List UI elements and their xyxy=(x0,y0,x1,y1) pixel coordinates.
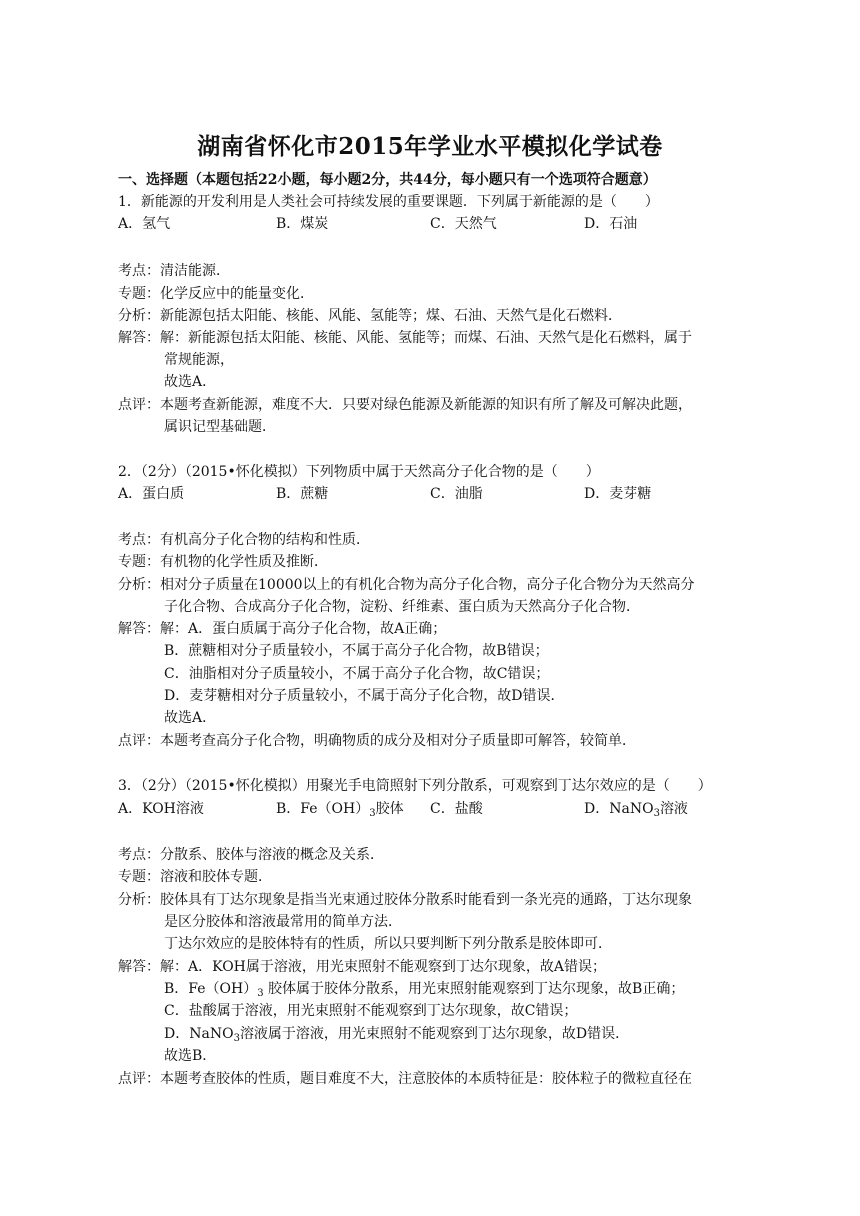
q3-option-d-post: 溶液 xyxy=(659,801,688,817)
q3-option-b-pre: B．Fe（OH） xyxy=(276,801,370,817)
q3-zhuanti: 专题：溶液和胶体专题． xyxy=(118,869,272,885)
q2-stem: 2．（2分）（2015•怀化模拟）下列物质中属于天然高分子化合物的是（ ） xyxy=(118,464,600,480)
q2-zhuanti: 专题：有机物的化学性质及推断． xyxy=(118,554,328,570)
q3-option-d-sub: 3 xyxy=(653,808,660,819)
q1-jieda-line3: 故选A． xyxy=(164,374,217,390)
q3-jieda-line4-sub: 3 xyxy=(233,1033,240,1044)
q3-option-b-sub: 3 xyxy=(369,808,376,819)
q1-option-c: C．天然气 xyxy=(430,216,497,232)
q2-jieda-line4: D．麦芽糖相对分子质量较小，不属于高分子化合物，故D错误． xyxy=(164,688,565,704)
q1-fenxi: 分析：新能源包括太阳能、核能、风能、氢能等；煤、石油、天然气是化石燃料． xyxy=(118,308,622,324)
q1-dianping-line1: 点评：本题考查新能源，难度不大．只要对绿色能源及新能源的知识有所了解及可解决此题， xyxy=(118,397,692,413)
q3-fenxi-line3: 丁达尔效应的是胶体特有的性质，所以只要判断下列分散系是胶体即可． xyxy=(164,936,612,952)
q1-stem: 1．新能源的开发利用是人类社会可持续发展的重要课题．下列属于新能源的是（ ） xyxy=(118,194,659,210)
q3-option-b-post: 胶体 xyxy=(375,801,404,817)
q3-jieda-line2-pre: B．Fe（OH） xyxy=(164,981,258,997)
q3-kaodian: 考点：分散系、胶体与溶液的概念及关系． xyxy=(118,847,384,863)
q3-jieda-line2-sub: 3 xyxy=(257,988,264,999)
q2-jieda-line1: 解答：解：A．蛋白质属于高分子化合物，故A正确； xyxy=(118,621,447,637)
q2-option-c: C．油脂 xyxy=(430,486,483,502)
q3-jieda-line5: 故选B． xyxy=(164,1048,217,1064)
q2-fenxi-line2: 子化合物、合成高分子化合物，淀粉、纤维素、蛋白质为天然高分子化合物． xyxy=(164,599,640,615)
q1-option-a: A．氢气 xyxy=(118,216,171,232)
q2-option-a: A．蛋白质 xyxy=(118,486,185,502)
q2-option-b: B．蔗糖 xyxy=(276,486,329,502)
q3-jieda-line3: C．盐酸属于溶液，用光束照射不能观察到丁达尔现象，故C错误； xyxy=(164,1003,578,1019)
q2-jieda-line2: B．蔗糖相对分子质量较小，不属于高分子化合物，故B错误； xyxy=(164,643,549,659)
q3-option-d xyxy=(584,799,688,819)
q3-jieda-line2 xyxy=(164,979,684,999)
q3-option-c: C．盐酸 xyxy=(430,801,483,817)
q2-option-d: D．麦芽糖 xyxy=(584,486,652,502)
exam-title: 湖南省怀化市2015年学业水平模拟化学试卷 xyxy=(197,133,663,160)
q3-jieda-line2-post: 胶体属于胶体分散系，用光束照射能观察到丁达尔现象，故B正确； xyxy=(263,981,685,997)
q3-option-a: A．KOH溶液 xyxy=(118,801,204,817)
q2-jieda-line3: C．油脂相对分子质量较小，不属于高分子化合物，故C错误； xyxy=(164,666,550,682)
q3-jieda-line4-post: 溶液属于溶液，用光束照射不能观察到丁达尔现象，故D错误． xyxy=(239,1026,630,1042)
q3-jieda-line4-pre: D．NaNO xyxy=(164,1026,234,1042)
q1-option-b: B．煤炭 xyxy=(276,216,329,232)
q1-jieda-line2: 常规能源， xyxy=(164,352,234,368)
q1-zhuanti: 专题：化学反应中的能量变化． xyxy=(118,286,314,302)
q3-option-b xyxy=(276,799,404,819)
q2-dianping: 点评：本题考查高分子化合物，明确物质的成分及相对分子质量即可解答，较简单． xyxy=(118,733,636,749)
q3-jieda-line1: 解答：解：A．KOH属于溶液，用光束照射不能观察到丁达尔现象，故A错误； xyxy=(118,959,606,975)
q1-jieda-line1: 解答：解：新能源包括太阳能、核能、风能、氢能等；而煤、石油、天然气是化石燃料，属于 xyxy=(118,330,692,346)
section-heading: 一、选择题（本题包括22小题，每小题2分，共44分，每小题只有一个选项符合题意） xyxy=(118,172,657,188)
q3-jieda-line4 xyxy=(164,1024,629,1044)
q3-fenxi-line1: 分析：胶体具有丁达尔现象是指当光束通过胶体分散系时能看到一条光亮的通路，丁达尔现象 xyxy=(118,892,692,908)
q2-jieda-line5: 故选A． xyxy=(164,710,217,726)
q1-option-d: D．石油 xyxy=(584,216,638,232)
q3-stem: 3．（2分）（2015•怀化模拟）用聚光手电筒照射下列分散系，可观察到丁达尔效应的是（ ） xyxy=(118,778,712,794)
q3-fenxi-line2: 是区分胶体和溶液最常用的简单方法． xyxy=(164,914,402,930)
q2-fenxi-line1: 分析：相对分子质量在10000以上的有机化合物为高分子化合物，高分子化合物分为天然高分 xyxy=(118,577,695,593)
q1-dianping-line2: 属识记型基础题． xyxy=(164,419,276,435)
q1-kaodian: 考点：清洁能源． xyxy=(118,263,230,279)
q2-kaodian: 考点：有机高分子化合物的结构和性质． xyxy=(118,532,370,548)
q3-dianping: 点评：本题考查胶体的性质，题目难度不大，注意胶体的本质特征是：胶体粒子的微粒直径在 xyxy=(118,1071,692,1087)
q3-option-d-pre: D．NaNO xyxy=(584,801,654,817)
